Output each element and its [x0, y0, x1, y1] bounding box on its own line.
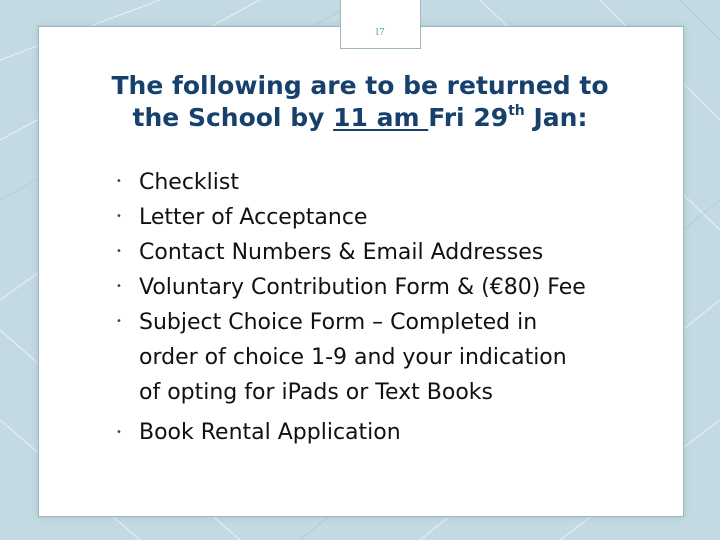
- list-item-text: Checklist: [139, 170, 239, 195]
- list-item-text-line-3: of opting for iPads or Text Books: [139, 380, 493, 405]
- list-item-text: Book Rental Application: [139, 420, 401, 445]
- bullet-icon: •: [116, 246, 122, 257]
- bullet-icon: •: [116, 316, 122, 327]
- list-item-text: Letter of Acceptance: [139, 205, 368, 230]
- page-number-tab: [340, 0, 421, 49]
- title-date-suffix: th: [508, 102, 525, 119]
- list-item-text: Contact Numbers & Email Addresses: [139, 240, 544, 265]
- list-item-text: Voluntary Contribution Form & (€80) Fee: [139, 275, 586, 300]
- slide-title: [60, 70, 660, 134]
- page-number: 17: [374, 27, 385, 38]
- list-item-text-line-2: order of choice 1-9 and your indication: [139, 345, 567, 370]
- title-line-2-prefix: the School by: [132, 103, 334, 132]
- title-line-2-suffix: Jan:: [524, 103, 588, 132]
- list-item-text-line-1: Subject Choice Form – Completed in: [139, 310, 538, 335]
- bullet-icon: •: [116, 176, 122, 187]
- title-line-1: The following are to be returned to: [111, 71, 609, 100]
- bullet-icon: •: [116, 427, 122, 438]
- bullet-icon: •: [116, 281, 122, 292]
- title-date: Fri 29: [428, 103, 509, 132]
- title-time: 11 am: [333, 103, 429, 132]
- bullet-icon: •: [116, 211, 122, 222]
